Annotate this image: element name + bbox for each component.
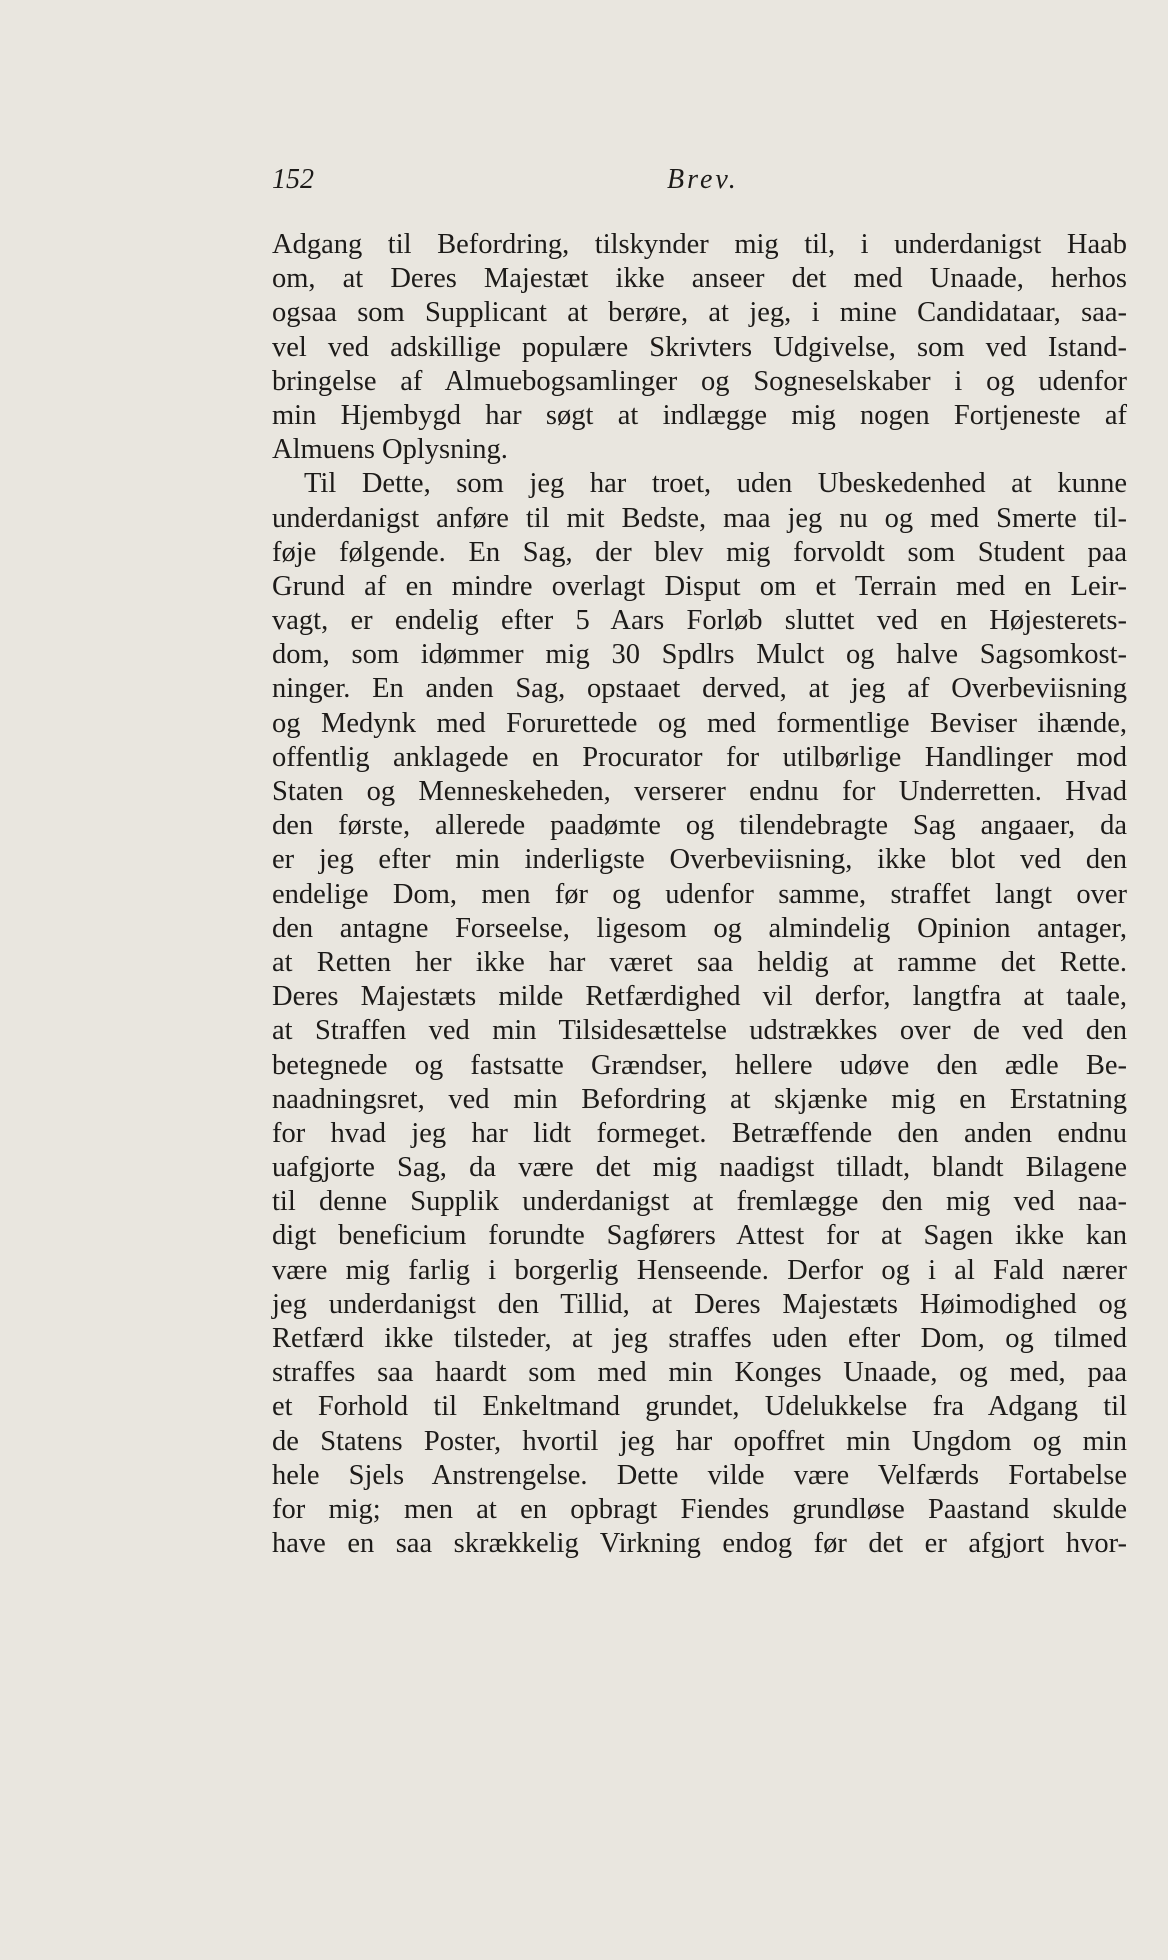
body-text bbox=[272, 228, 1127, 1561]
page-number: 152 bbox=[272, 164, 314, 195]
text-line: ogsaa som Supplicant at berøre, at jeg, i mine Candidataar, saa- bbox=[272, 297, 1127, 329]
text-line: digt beneficium forundte Sagførers Attest for at Sagen ikke kan bbox=[272, 1220, 1127, 1252]
text-line: at Retten her ikke har været saa heldig at ramme det Rette. bbox=[272, 946, 1127, 978]
page-header bbox=[272, 164, 1127, 204]
text-line: Deres Majestæts milde Retfærdighed vil derfor, langtfra at taale, bbox=[272, 981, 1127, 1013]
text-line: Retfærd ikke tilsteder, at jeg straffes uden efter Dom, og tilmed bbox=[272, 1323, 1127, 1354]
text-line: de Statens Poster, hvortil jeg har opoffret min Ungdom og min bbox=[272, 1425, 1127, 1457]
text-line: betegnede og fastsatte Grændser, hellere udøve den ædle Be- bbox=[272, 1049, 1127, 1081]
text-line: Grund af en mindre overlagt Disput om et Terrain med en Leir- bbox=[272, 570, 1127, 602]
text-line: til denne Supplik underdanigst at fremlægge den mig ved naa- bbox=[272, 1186, 1127, 1218]
text-line: for mig; men at en opbragt Fiendes grundløse Paastand skulde bbox=[272, 1493, 1127, 1525]
text-line: dom, som idømmer mig 30 Spdlrs Mulct og halve Sagsomkost- bbox=[272, 639, 1127, 671]
text-line: den første, allerede paadømte og tilendebragte Sag angaaer, da bbox=[272, 810, 1127, 842]
text-line: for hvad jeg har lidt formeget. Betræffende den anden endnu bbox=[272, 1117, 1127, 1149]
text-line: jeg underdanigst den Tillid, at Deres Majestæts Høimodighed og bbox=[272, 1288, 1127, 1320]
text-line: bringelse af Almuebogsamlinger og Sogneselskaber i og udenfor bbox=[272, 365, 1127, 397]
text-line: at Straffen ved min Tilsidesættelse udstrækkes over de ved den bbox=[272, 1015, 1127, 1047]
text-line: uafgjorte Sag, da være det mig naadigst tilladt, blandt Bilagene bbox=[272, 1152, 1127, 1184]
text-line: er jeg efter min inderligste Overbeviisning, ikke blot ved den bbox=[272, 844, 1127, 876]
text-line: Adgang til Befordring, tilskynder mig til, i underdanigst Haab bbox=[272, 229, 1127, 260]
text-line: vel ved adskillige populære Skrivters Udgivelse, som ved Istand- bbox=[272, 331, 1127, 363]
text-line: vagt, er endelig efter 5 Aars Forløb sluttet ved en Højesterets- bbox=[272, 605, 1127, 637]
text-line: underdanigst anføre til mit Bedste, maa jeg nu og med Smerte til- bbox=[272, 502, 1127, 534]
text-line: den antagne Forseelse, ligesom og almindelig Opinion antager, bbox=[272, 912, 1127, 944]
text-line: straffes saa haardt som med min Konges Unaade, og med, paa bbox=[272, 1357, 1127, 1389]
text-line: naadningsret, ved min Befordring at skjænke mig en Erstatning bbox=[272, 1083, 1127, 1115]
text-line: Til Dette, som jeg har troet, uden Ubeskedenhed at kunne bbox=[304, 468, 1127, 500]
text-line: føje følgende. En Sag, der blev mig forvoldt som Student paa bbox=[272, 536, 1127, 568]
text-line: hele Sjels Anstrengelse. Dette vilde være Velfærds Fortabelse bbox=[272, 1459, 1127, 1491]
text-line: have en saa skrækkelig Virkning endog før det er afgjort hvor- bbox=[272, 1528, 1127, 1560]
text-line: Staten og Menneskeheden, verserer endnu for Underretten. Hvad bbox=[272, 776, 1127, 807]
text-line: et Forhold til Enkeltmand grundet, Udelukkelse fra Adgang til bbox=[272, 1391, 1127, 1423]
text-line: ninger. En anden Sag, opstaaet derved, at jeg af Overbeviisning bbox=[272, 673, 1127, 705]
text-line: offentlig anklagede en Procurator for utilbørlige Handlinger mod bbox=[272, 741, 1127, 773]
text-line: om, at Deres Majestæt ikke anseer det med Unaade, herhos bbox=[272, 263, 1127, 295]
running-head: Brev. bbox=[667, 164, 739, 195]
text-line: endelige Dom, men før og udenfor samme, straffet langt over bbox=[272, 878, 1127, 910]
text-line: Almuens Oplysning. bbox=[272, 434, 508, 466]
text-line: være mig farlig i borgerlig Henseende. Derfor og i al Fald nærer bbox=[272, 1254, 1127, 1286]
text-line: og Medynk med Forurettede og med formentlige Beviser ihænde, bbox=[272, 707, 1127, 739]
text-line: min Hjembygd har søgt at indlægge mig nogen Fortjeneste af bbox=[272, 399, 1127, 431]
